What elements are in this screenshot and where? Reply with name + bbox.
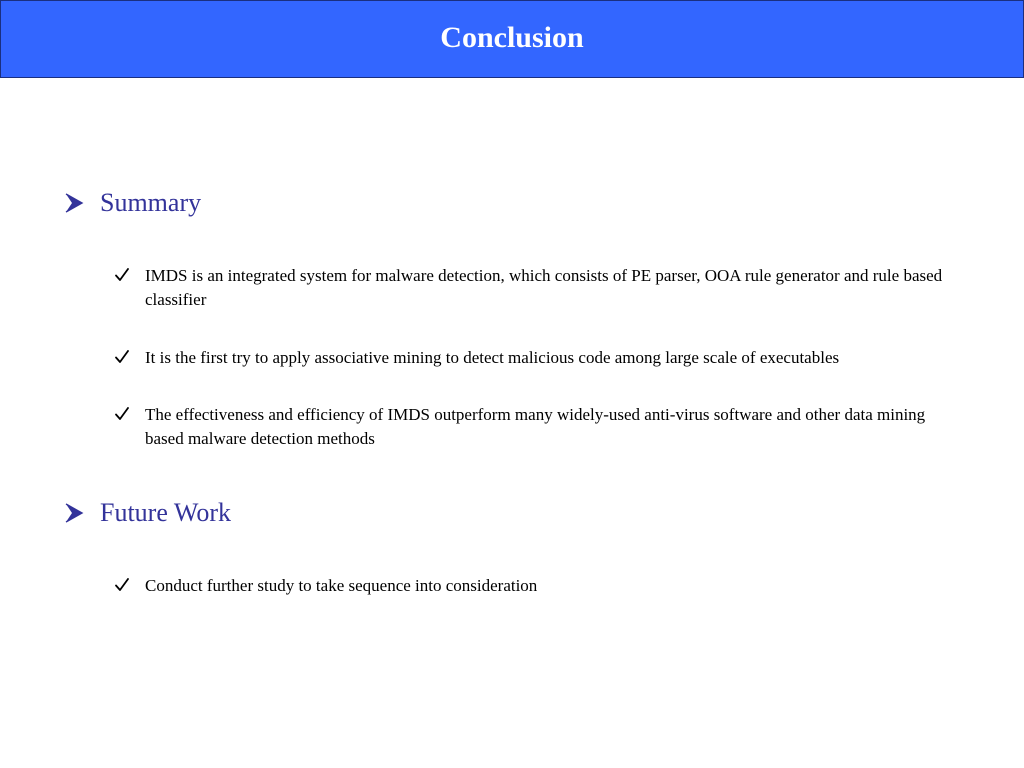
title-bar — [0, 0, 1024, 78]
section-summary — [64, 190, 201, 216]
list-item — [114, 264, 974, 312]
list-item-text: The effectiveness and efficiency of IMDS outperform many widely-used anti-virus software and other data mining based malware detection methods — [145, 405, 926, 448]
checkmark-icon — [114, 349, 130, 365]
slide-title: Conclusion — [440, 21, 584, 54]
checkmark-icon — [114, 267, 130, 283]
section-future-work — [64, 500, 231, 526]
arrow-bullet-icon — [64, 502, 84, 524]
arrow-bullet-icon — [64, 192, 84, 214]
checkmark-icon — [114, 406, 130, 422]
section-heading: Summary — [100, 188, 202, 217]
list-item-text: Conduct further study to take sequence into consideration — [145, 576, 538, 595]
checkmark-icon — [114, 577, 130, 593]
list-item-text: IMDS is an integrated system for malware detection, which consists of PE parser, OOA rule generator and rule based classifier — [145, 266, 943, 309]
list-item-text: It is the first try to apply associative mining to detect malicious code among large scale of executables — [145, 348, 840, 367]
list-item — [114, 403, 974, 451]
list-item — [114, 574, 974, 598]
section-heading: Future Work — [100, 498, 232, 527]
list-item — [114, 346, 974, 370]
